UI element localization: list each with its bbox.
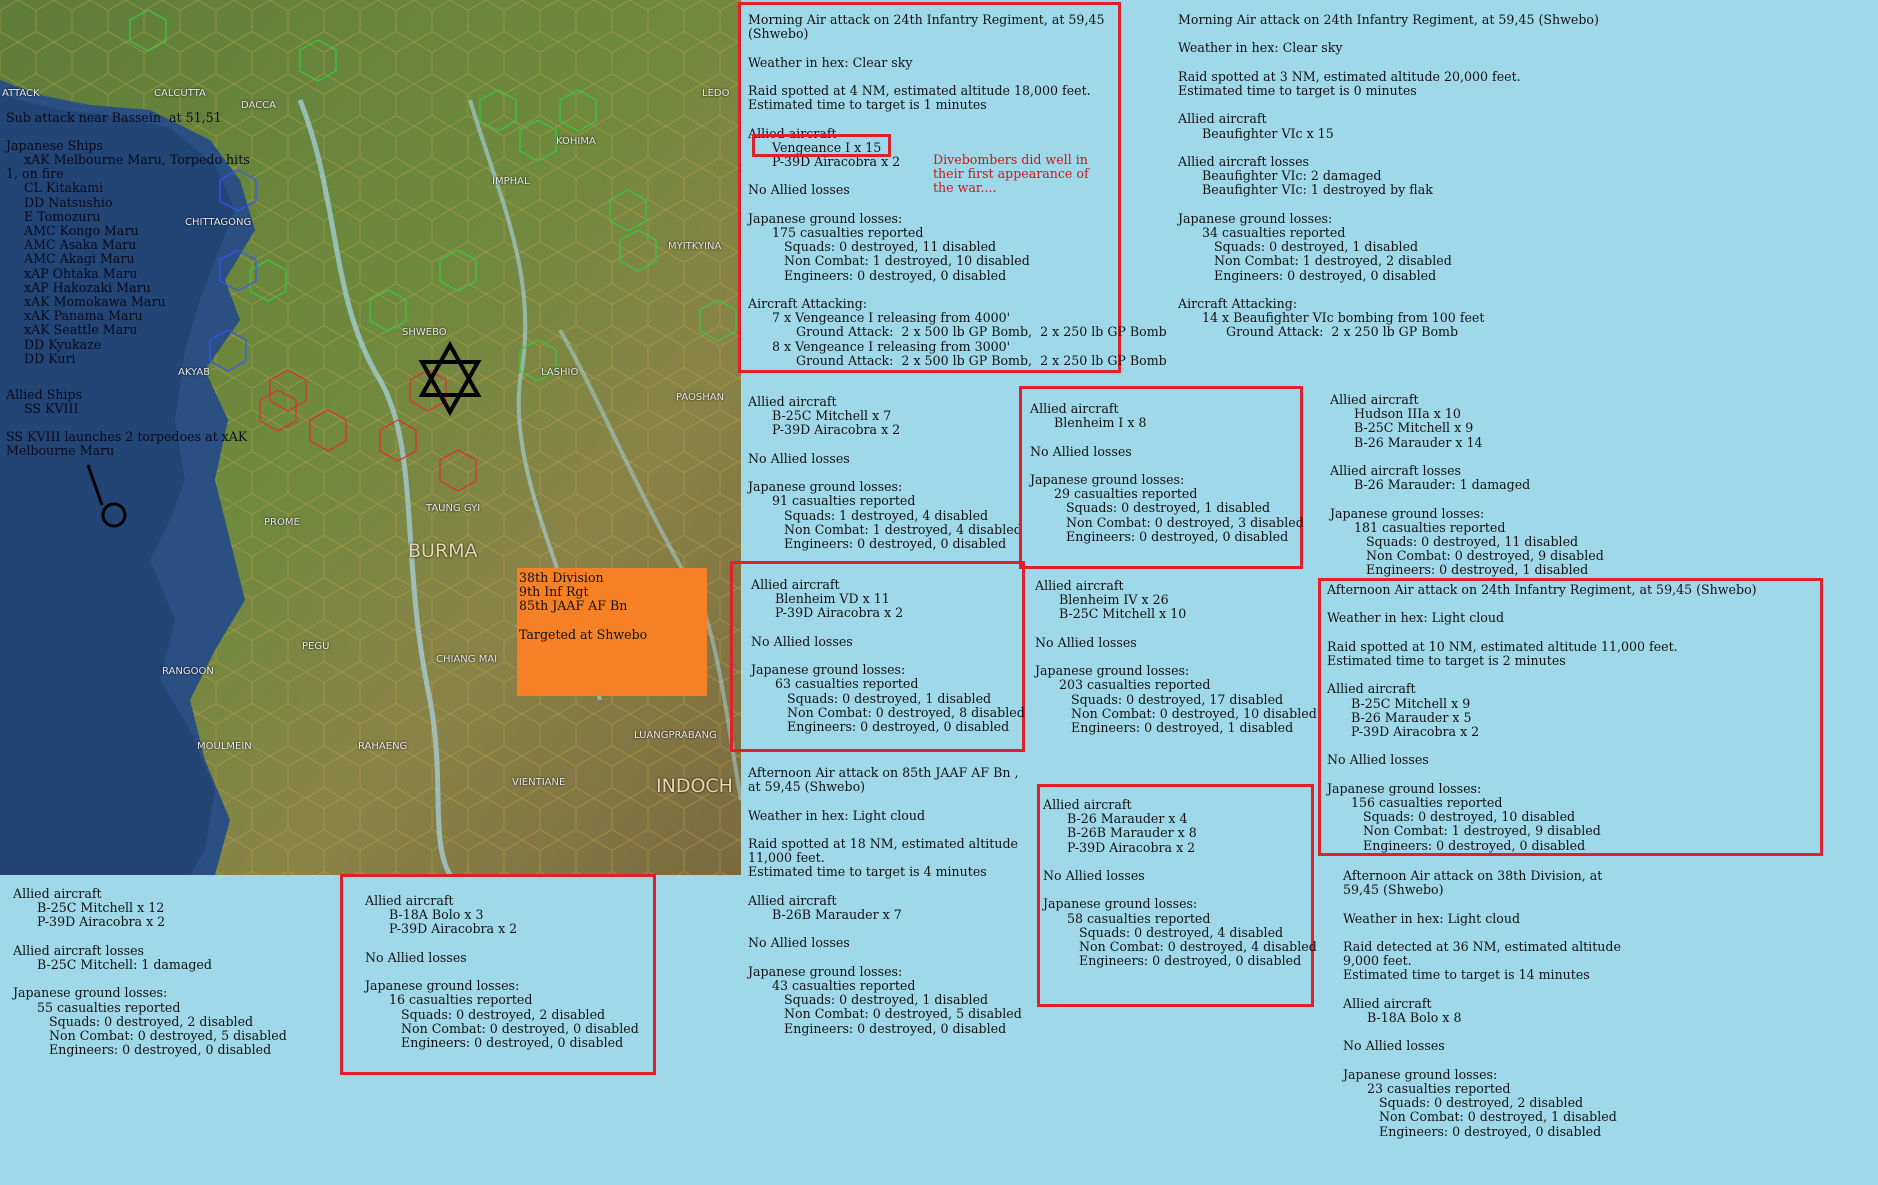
ship-item: xAK Melbourne Maru, Torpedo hits 1, on fire — [6, 152, 250, 182]
report-morning-vengeance: Morning Air attack on 24th Infantry Regiment, at 59,45 (Shwebo) Weather in hex: Clear sky Raid spotted at 4 NM, estimated altitude 18,000 feet. Estimated time to target is 1 minutes Allied aircraft Vengeance I x 15 P-39D Airacobra x 2 No Allied losses Japanese ground losses: 175 casualties reported Squads: 0 destroyed, 11 disabled Non Combat: 1 destroyed, 10 disabled Engineers: 0 destroyed, 0 disabled Aircraft Attacking: 7 x Vengeance I releasing from 4000' Ground Attack: 2 x 500 lb GP Bomb, 2 x 250 lb GP Bomb 8 x Vengeance I releasing from 3000' Ground Attack: 2 x 500 lb GP Bomb, 2 x 250 lb GP Bomb — [748, 12, 1167, 368]
report-mitchell-12: Allied aircraft B-25C Mitchell x 12 P-39D Airacobra x 2 Allied aircraft losses B-25C Mitchell: 1 damaged Japanese ground losses: 55 casualties reported Squads: 0 destroyed, 2 disabled Non Combat: 0 destroyed, 5 disabled Engineers: 0 destroyed, 0 disabled — [13, 886, 287, 1058]
map-label-kohima: KOHIMA — [556, 136, 596, 147]
map-label-vientiane: VIENTIANE — [512, 777, 566, 788]
report-hudson: Allied aircraft Hudson IIIa x 10 B-25C Mitchell x 9 B-26 Marauder x 14 Allied aircraft losses B-26 Marauder: 1 damaged Japanese ground losses: 181 casualties reported Squads: 0 destroyed, 11 disabled Non Combat: 0 destroyed, 9 disabled Engineers: 0 destroyed, 1 disabled — [1330, 392, 1604, 578]
torpedo-launch-note: SS KVIII launches 2 torpedoes at xAK Melbourne Maru — [6, 429, 248, 459]
map-label-moulmein: MOULMEIN — [197, 741, 252, 752]
report-b26: Allied aircraft B-26 Marauder x 4 B-26B Marauder x 8 P-39D Airacobra x 2 No Allied losses Japanese ground losses: 58 casualties reported Squads: 0 destroyed, 4 disabled Non Combat: 0 destroyed, 4 disabled Engineers: 0 destroyed, 0 disabled — [1043, 797, 1317, 969]
map-label-chiang-mai: CHIANG MAI — [436, 654, 498, 665]
ship-item: xAP Hakozaki Maru — [24, 279, 151, 295]
ship-item: xAK Momokawa Maru — [24, 294, 166, 310]
map-label-indoch: INDOCH — [656, 775, 733, 797]
target-label-text: 38th Division 9th Inf Rgt 85th JAAF AF Bn Targeted at Shwebo — [519, 570, 648, 642]
japanese-ships-heading: Japanese Ships — [6, 138, 103, 153]
map-label-pegu: PEGU — [302, 641, 330, 652]
map-label-paoshan: PAOSHAN — [676, 392, 725, 403]
map-label-chittagong: CHITTAGONG — [185, 217, 252, 228]
sub-attack-title: Sub attack near Bassein at 51,51 — [6, 110, 222, 125]
ship-item: DD Kuri — [24, 350, 76, 366]
ship-item: AMC Akagi Maru — [24, 251, 135, 267]
target-label-box — [517, 568, 707, 696]
map-label-attack: ATTACK — [2, 88, 40, 99]
allied-ship-item: SS KVIII — [24, 401, 79, 416]
allied-ships-heading: Allied Ships — [6, 387, 82, 402]
report-blenheim-vd: Allied aircraft Blenheim VD x 11 P-39D Airacobra x 2 No Allied losses Japanese ground losses: 63 casualties reported Squads: 0 destroyed, 1 disabled Non Combat: 0 destroyed, 8 disabled Engineers: 0 destroyed, 0 disabled — [751, 577, 1025, 735]
map-label-calcutta: CALCUTTA — [154, 88, 206, 99]
map-label-myitkyina: MYITKYINA — [668, 241, 722, 252]
ship-item: xAK Seattle Maru — [24, 322, 138, 338]
report-blenheim-iv: Allied aircraft Blenheim IV x 26 B-25C Mitchell x 10 No Allied losses Japanese ground losses: 203 casualties reported Squads: 0 destroyed, 17 disabled Non Combat: 0 destroyed, 10 disabled Engineers: 0 destroyed, 1 disabled — [1035, 578, 1317, 736]
map-label-akyab: AKYAB — [178, 367, 211, 378]
ship-item: DD Kyukaze — [24, 336, 102, 352]
vengeance-highlight-box — [752, 134, 891, 157]
ship-item: E Tomozuru — [24, 208, 101, 224]
divebomber-note: Divebombers did well in their first appearance of the war.... — [933, 152, 1089, 196]
ship-item: xAK Panama Maru — [24, 308, 143, 324]
map-label-taung-gyi: TAUNG GYI — [426, 503, 481, 514]
map-label-prome: PROME — [264, 517, 300, 528]
map-label-shwebo: SHWEBO — [402, 327, 447, 338]
map-label-ledo: LEDO — [702, 88, 730, 99]
report-afternoon-85th: Afternoon Air attack on 85th JAAF AF Bn , at 59,45 (Shwebo) Weather in hex: Light cloud Raid spotted at 18 NM, estimated altitude 11,000 feet. Estimated time to target is 4 minutes Allied aircraft B-26B Marauder x 7 No Allied losses Japanese ground losses: 43 casualties reported Squads: 0 destroyed, 1 disabled Non Combat: 0 destroyed, 5 disabled Engineers: 0 destroyed, 0 disabled — [748, 765, 1022, 1036]
map-label-lashio: LASHIO — [541, 367, 579, 378]
report-bolo-3: Allied aircraft B-18A Bolo x 3 P-39D Airacobra x 2 No Allied losses Japanese ground losses: 16 casualties reported Squads: 0 destroyed, 2 disabled Non Combat: 0 destroyed, 0 disabled Engineers: 0 destroyed, 0 disabled — [365, 893, 639, 1051]
ship-item: DD Natsushio — [24, 194, 113, 210]
report-morning-beaufighter: Morning Air attack on 24th Infantry Regiment, at 59,45 (Shwebo) Weather in hex: Clear sky Raid spotted at 3 NM, estimated altitude 20,000 feet. Estimated time to target is 0 minutes Allied aircraft Beaufighter VIc x 15 Allied aircraft losses Beaufighter VIc: 2 damaged Beaufighter VIc: 1 destroyed by flak Japanese ground losses: 34 casualties reported Squads: 0 destroyed, 1 disabled Non Combat: 1 destroyed, 2 disabled Engineers: 0 destroyed, 0 disabled Aircraft Attacking: 14 x Beaufighter VIc bombing from 100 feet Ground Attack: 2 x 250 lb GP Bomb — [1178, 12, 1599, 340]
ship-item: xAP Ohtaka Maru — [24, 265, 138, 281]
japanese-ships-list — [6, 153, 256, 366]
map-label-burma: BURMA — [408, 540, 478, 562]
report-afternoon-38th: Afternoon Air attack on 38th Division, at 59,45 (Shwebo) Weather in hex: Light cloud Raid detected at 36 NM, estimated altitude 9,000 feet. Estimated time to target is 14 minutes Allied aircraft B-18A Bolo x 8 No Allied losses Japanese ground losses: 23 casualties reported Squads: 0 destroyed, 2 disabled Non Combat: 0 destroyed, 1 disabled Engineers: 0 destroyed, 0 disabled — [1343, 868, 1621, 1139]
map-label-luangprabang: LUANGPRABANG — [634, 730, 717, 741]
report-afternoon-24th: Afternoon Air attack on 24th Infantry Regiment, at 59,45 (Shwebo) Weather in hex: Light cloud Raid spotted at 10 NM, estimated altitude 11,000 feet. Estimated time to target is 2 minutes Allied aircraft B-25C Mitchell x 9 B-26 Marauder x 5 P-39D Airacobra x 2 No Allied losses Japanese ground losses: 156 casualties reported Squads: 0 destroyed, 10 disabled Non Combat: 1 destroyed, 9 disabled Engineers: 0 destroyed, 0 disabled — [1327, 582, 1757, 853]
ship-item: CL Kitakami — [24, 180, 104, 196]
report-mitchell-7: Allied aircraft B-25C Mitchell x 7 P-39D Airacobra x 2 No Allied losses Japanese ground losses: 91 casualties reported Squads: 1 destroyed, 4 disabled Non Combat: 1 destroyed, 4 disabled Engineers: 0 destroyed, 0 disabled — [748, 394, 1022, 552]
ship-item: AMC Asaka Maru — [24, 237, 137, 253]
map-label-rangoon: RANGOON — [162, 666, 214, 677]
map-label-rahaeng: RAHAENG — [358, 741, 408, 752]
map-label-imphal: IMPHAL — [492, 176, 530, 187]
ship-item: AMC Kongo Maru — [24, 223, 139, 239]
report-blenheim-i: Allied aircraft Blenheim I x 8 No Allied losses Japanese ground losses: 29 casualties reported Squads: 0 destroyed, 1 disabled Non Combat: 0 destroyed, 3 disabled Engineers: 0 destroyed, 0 disabled — [1030, 401, 1304, 544]
map-label-dacca: DACCA — [241, 100, 276, 111]
